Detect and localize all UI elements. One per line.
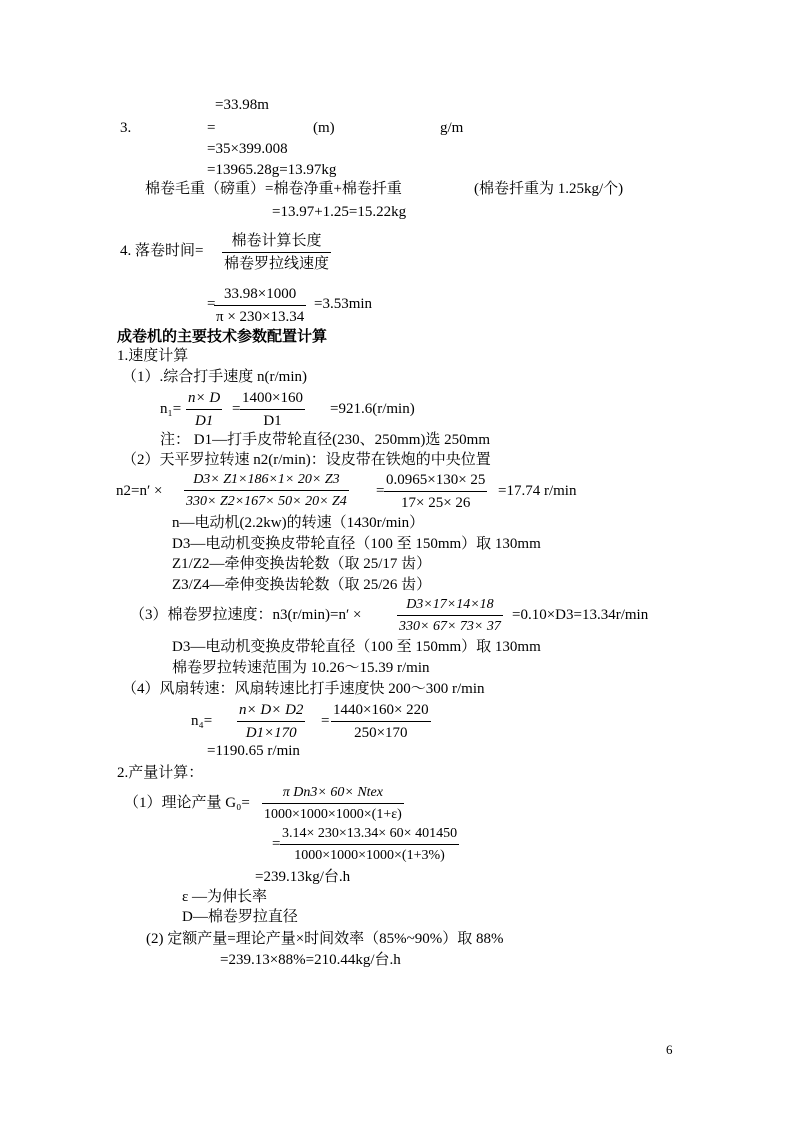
doffing-time-label: 4. 落卷时间= (120, 243, 204, 259)
equals-sign: = (207, 296, 216, 312)
theoretical-output-numeric-fraction (280, 827, 459, 863)
fraction-numerator: 33.98×1000 (224, 286, 297, 302)
fraction-numerator: n× D× D2 (239, 702, 304, 718)
equals-sign: = (232, 401, 241, 417)
doffing-time-fraction (222, 234, 331, 272)
n2-label: n2=n′ × (116, 483, 163, 499)
weight-result-line: =13965.28g=13.97kg (207, 162, 337, 178)
beater-speed-numeric-fraction (240, 391, 305, 429)
theoretical-output-fraction (262, 786, 404, 822)
beater-speed-fraction (186, 391, 222, 429)
unit-gm: g/m (440, 120, 464, 136)
section-heading: 成卷机的主要技术参数配置计算 (117, 327, 328, 345)
variable-note: D3—电动机变换皮带轮直径（100 至 150mm）取 130mm (172, 639, 541, 655)
balance-roller-title: （2）天平罗拉转速 n2(r/min)：设皮带在铁炮的中央位置 (122, 452, 491, 468)
fraction-denominator: D1 (263, 413, 282, 429)
fraction-denominator: π × 230×13.34 (216, 309, 305, 325)
balance-roller-fraction (184, 473, 349, 509)
fraction-numerator: 3.14× 230×13.34× 60× 401450 (282, 826, 458, 841)
fraction-denominator: 330× 67× 73× 37 (399, 619, 501, 634)
beater-speed-title: （1）.综合打手速度 n(r/min) (122, 369, 307, 385)
fraction-denominator: D1 (194, 413, 214, 429)
fraction-denominator: 17× 25× 26 (401, 495, 471, 511)
length-result: =33.98m (215, 97, 269, 113)
variable-note: D3—电动机变换皮带轮直径（100 至 150mm）取 130mm (172, 536, 541, 552)
fraction-denominator: D1×170 (245, 725, 297, 741)
theoretical-output-result: =239.13kg/台.h (255, 869, 351, 885)
beater-speed-note: 注： D1—打手皮带轮直径(230、250mm)选 250mm (160, 432, 490, 448)
rated-output-result: =239.13×88%=210.44kg/台.h (220, 952, 401, 968)
lap-roller-result: =0.10×D3=13.34r/min (512, 607, 649, 623)
equals-sign: = (321, 713, 330, 729)
n4-label: n₄= (191, 713, 213, 729)
fraction-numerator: 1440×160× 220 (333, 702, 429, 718)
fan-speed-title: （4）风扇转速：风扇转速比打手速度快 200～300 r/min (122, 681, 485, 697)
variable-note: Z1/Z2—牵伸变换齿轮数（取 25/17 齿） (172, 556, 432, 572)
fraction-numerator: π Dn3× 60× Ntex (282, 785, 383, 800)
balance-roller-result: =17.74 r/min (498, 483, 577, 499)
doffing-time-numeric-fraction (214, 287, 306, 325)
speed-range-note: 棉卷罗拉转速范围为 10.26～15.39 r/min (172, 660, 430, 676)
production-heading: 2.产量计算： (117, 765, 204, 781)
fraction-numerator: D3×17×14×18 (406, 597, 494, 612)
fraction-numerator: 1400×160 (242, 390, 303, 406)
fraction-numerator: n× D (188, 390, 221, 406)
balance-roller-numeric-fraction (384, 473, 487, 511)
rated-output-formula: (2) 定额产量=理论产量×时间效率（85%~90%）取 88% (146, 931, 504, 947)
page-number: 6 (666, 1042, 673, 1057)
fraction-denominator: 棉卷罗拉线速度 (224, 256, 330, 272)
fraction-denominator: 330× Z2×167× 50× 20× Z4 (186, 494, 347, 509)
lap-roller-title: （3）棉卷罗拉速度：n3(r/min)=n′ × (130, 607, 362, 623)
fan-speed-result: =1190.65 r/min (207, 743, 300, 759)
theoretical-output-label: （1）理论产量 G₀= (124, 795, 250, 811)
n1-label: n₁= (160, 401, 182, 417)
gross-weight-result: =13.97+1.25=15.22kg (272, 204, 407, 220)
weight-calc-line: =35×399.008 (207, 141, 288, 157)
item-number-3: 3. (120, 120, 132, 136)
equals-sign: = (207, 120, 216, 136)
fraction-denominator: 250×170 (354, 725, 408, 741)
variable-note: n—电动机(2.2kw)的转速（1430r/min） (172, 515, 425, 531)
equals-sign: = (376, 483, 385, 499)
fan-speed-fraction (237, 703, 305, 741)
fraction-numerator: 0.0965×130× 25 (386, 472, 486, 488)
fraction-numerator: D3× Z1×186×1× 20× Z3 (193, 472, 340, 487)
diameter-note: D—棉卷罗拉直径 (182, 909, 298, 925)
fraction-numerator: 棉卷计算长度 (231, 233, 322, 249)
speed-calc-heading: 1.速度计算 (117, 348, 189, 364)
gross-weight-note: (棉卷扦重为 1.25kg/个) (474, 181, 624, 197)
equals-sign: = (272, 836, 281, 852)
unit-m: (m) (313, 120, 335, 136)
doffing-time-result: =3.53min (314, 296, 373, 312)
fan-speed-numeric-fraction (331, 703, 431, 741)
elongation-note: ε —为伸长率 (182, 889, 268, 905)
lap-roller-fraction (397, 598, 503, 634)
gross-weight-formula: 棉卷毛重（磅重）=棉卷净重+棉卷扦重 (145, 181, 402, 197)
variable-note: Z3/Z4—牵伸变换齿轮数（取 25/26 齿） (172, 577, 432, 593)
beater-speed-result: =921.6(r/min) (330, 401, 415, 417)
fraction-denominator: 1000×1000×1000×(1+3%) (294, 848, 445, 863)
fraction-denominator: 1000×1000×1000×(1+ε) (264, 807, 402, 822)
